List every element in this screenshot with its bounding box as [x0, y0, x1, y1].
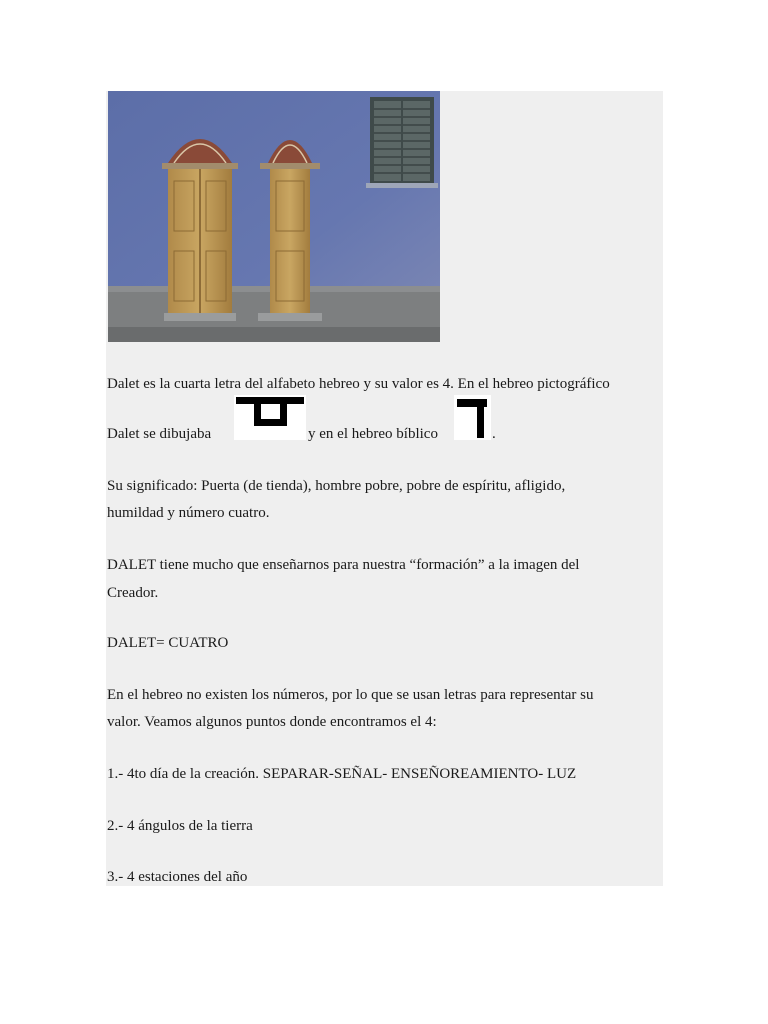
formation-line-1: DALET tiene mucho que enseñarnos para nuestra “formación” a la imagen del	[107, 557, 580, 573]
list-item-3: 3.- 4 estaciones del año	[107, 869, 248, 885]
doors-photo	[108, 91, 440, 342]
pictographic-dalet-glyph	[234, 395, 306, 440]
intro-line-2-end: .	[492, 426, 496, 442]
list-item-1: 1.- 4to día de la creación. SEPARAR-SEÑAL- ENSEÑOREAMIENTO- LUZ	[107, 766, 577, 782]
meaning-line-1: Su significado: Puerta (de tienda), hombre pobre, pobre de espíritu, afligido,	[107, 478, 566, 494]
intro-line-1: Dalet es la cuarta letra del alfabeto hebreo y su valor es 4. En el hebreo pictográfico	[107, 376, 610, 392]
document-page	[106, 91, 663, 886]
numbers-line-2: valor. Veamos algunos puntos donde encontramos el 4:	[107, 714, 437, 730]
numbers-line-1: En el hebreo no existen los números, por lo que se usan letras para representar su	[107, 687, 594, 703]
dalet-equals-cuatro: DALET= CUATRO	[107, 635, 229, 651]
intro-line-2-start: Dalet se dibujaba	[107, 426, 212, 442]
intro-line-2-middle: y en el hebreo bíblico	[308, 426, 438, 442]
formation-line-2: Creador.	[107, 585, 159, 601]
meaning-line-2: humildad y número cuatro.	[107, 505, 270, 521]
hebrew-dalet-glyph	[454, 395, 491, 440]
list-item-2: 2.- 4 ángulos de la tierra	[107, 818, 253, 834]
